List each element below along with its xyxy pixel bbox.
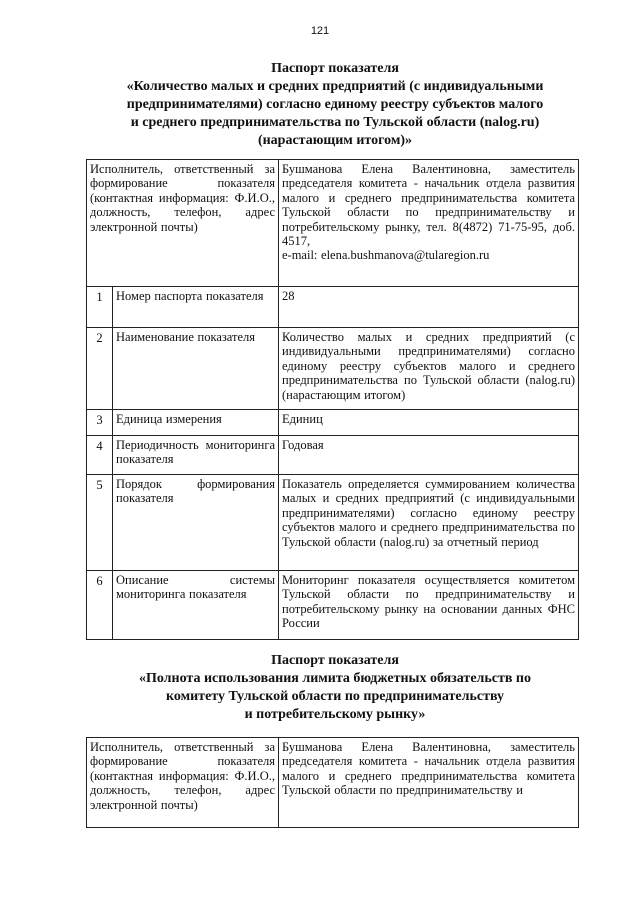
executor-label: Исполнитель, ответственный за формирование показателя (контактная информация: Ф.И.О., должность, телефон, адрес электронной почты): [87, 160, 279, 287]
row-value: Годовая: [279, 436, 579, 475]
row-number: 4: [87, 436, 113, 475]
row-label: Описание системы мониторинга показателя: [113, 571, 279, 640]
row-number: 3: [87, 410, 113, 436]
table-row: [87, 571, 579, 640]
passport-1-title: [85, 60, 585, 150]
row-label: Наименование показателя: [113, 328, 279, 410]
executor-email: e-mail: elena.bushmanova@tularegion.ru: [282, 248, 490, 263]
page-number: 121: [310, 25, 330, 37]
row-value: Единиц: [279, 410, 579, 436]
row-number: 1: [87, 287, 113, 328]
table-row: [87, 475, 579, 571]
table-row: [87, 328, 579, 410]
table-row: [87, 410, 579, 436]
passport-2-title-line: «Полнота использования лимита бюджетных обязательств по: [138, 671, 532, 686]
executor-label: Исполнитель, ответственный за формирование показателя (контактная информация: Ф.И.О., должность, телефон, адрес электронной почты): [87, 738, 279, 828]
row-number: 2: [87, 328, 113, 410]
passport-2-title-line: и потребительскому рынку»: [244, 707, 426, 722]
row-number: 5: [87, 475, 113, 571]
table-row: [87, 287, 579, 328]
row-number: 6: [87, 571, 113, 640]
executor-row: [87, 738, 579, 828]
row-label: Периодичность мониторинга показателя: [113, 436, 279, 475]
row-value: 28: [279, 287, 579, 328]
executor-value: Бушманова Елена Валентиновна, заместитель председателя комитета - начальник отдела развития малого и среднего предпринимательства комитета Тульской области по предпринимательству и: [279, 738, 579, 828]
row-value: Количество малых и средних предприятий (с индивидуальными предпринимателями) согласно единому реестру субъектов малого и среднего предпринимательства по Тульской области (nalog.ru) (нарастающим итогом): [279, 328, 579, 410]
passport-1-title-line: Паспорт показателя: [271, 61, 399, 76]
executor-row: [87, 160, 579, 287]
executor-value: [279, 160, 579, 287]
table-row: [87, 436, 579, 475]
passport-2-title: [85, 652, 585, 724]
executor-contact: Бушманова Елена Валентиновна, заместитель председателя комитета - начальник отдела развития малого и среднего предпринимательства комитета Тульской области по предпринимательству и потребительскому рынку, тел. 8(4872) 71-75-95, доб. 4517,: [282, 162, 575, 249]
passport-1-table: [86, 159, 579, 640]
row-label: Номер паспорта показателя: [113, 287, 279, 328]
passport-1-title-line: «Количество малых и средних предприятий (с индивидуальными: [126, 79, 544, 94]
row-label: Единица измерения: [113, 410, 279, 436]
passport-1-title-line: (нарастающим итогом)»: [257, 133, 413, 148]
row-value: Мониторинг показателя осуществляется комитетом Тульской области по предпринимательству и потребительскому рынку на основании данных ФНС России: [279, 571, 579, 640]
passport-2-title-line: Паспорт показателя: [271, 653, 399, 668]
passport-1-title-line: предпринимателями) согласно единому реестру субъектов малого: [126, 97, 544, 112]
passport-2-title-line: комитету Тульской области по предпринимательству: [165, 689, 505, 704]
passport-1-title-line: и среднего предпринимательства по Тульской области (nalog.ru): [130, 115, 540, 130]
passport-2-table: [86, 737, 579, 828]
row-label: Порядок формирования показателя: [113, 475, 279, 571]
row-value: Показатель определяется суммированием количества малых и средних предприятий (с индивидуальными предпринимателями) согласно единому реестру субъектов малого и среднего предпринимательства по Тульской области (nalog.ru) за отчетный период: [279, 475, 579, 571]
